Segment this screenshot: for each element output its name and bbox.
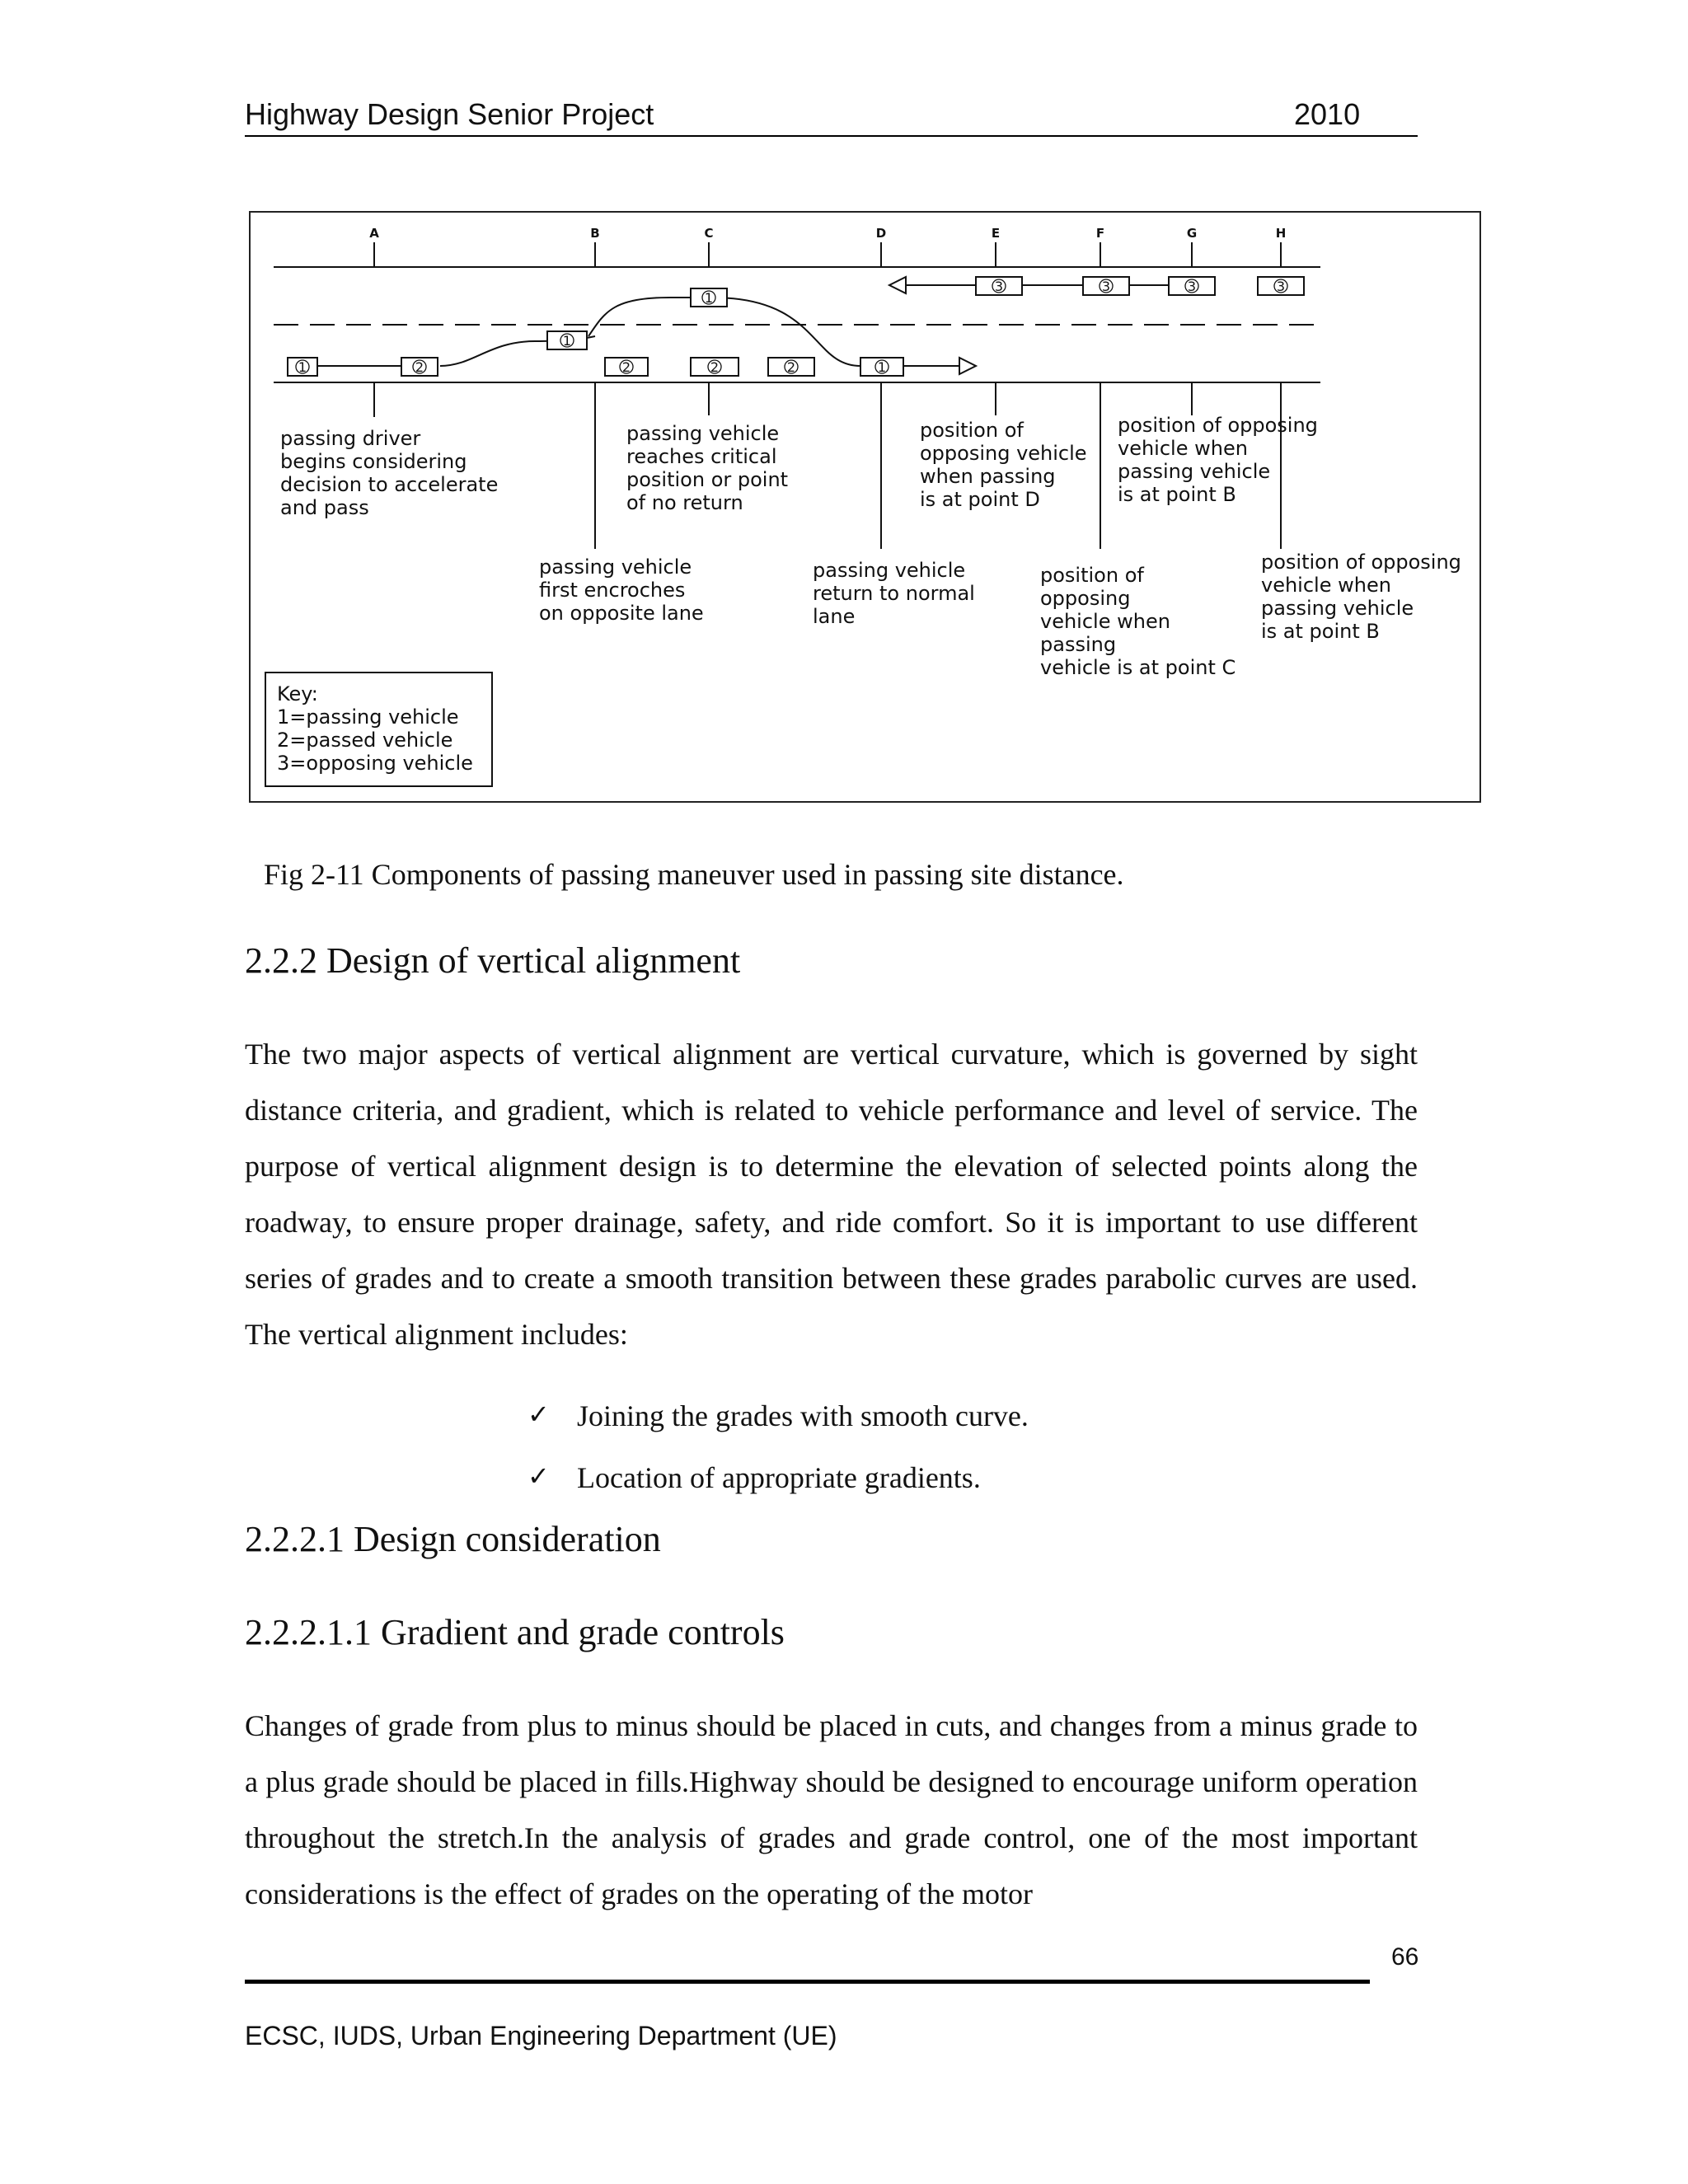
vehicle-2-d xyxy=(768,358,814,376)
point-label-a: A xyxy=(369,226,379,241)
vehicle-number: 2 xyxy=(786,359,796,375)
vehicle-1-return xyxy=(860,358,903,376)
passing-maneuver-figure xyxy=(249,211,1481,803)
vehicle-number: 1 xyxy=(562,333,572,349)
vehicle-number: 3 xyxy=(1187,279,1197,294)
note-f-line: position of xyxy=(1040,564,1144,587)
vehicle-3-e xyxy=(976,277,1022,295)
note-d-line: return to normal xyxy=(813,582,975,605)
vehicle-number: 2 xyxy=(415,359,424,375)
running-header-year: 2010 xyxy=(1294,97,1361,131)
note-d xyxy=(813,559,981,628)
point-label-d: D xyxy=(875,226,887,241)
note-d-line: lane xyxy=(813,605,856,628)
note-f-line: vehicle is at point C xyxy=(1040,656,1236,679)
vehicle-number: 2 xyxy=(621,359,631,375)
note-a-line: decision to accelerate xyxy=(280,473,499,496)
note-h-line: vehicle when xyxy=(1261,574,1391,597)
note-h-line: is at point B xyxy=(1261,620,1380,643)
vehicle-2-c xyxy=(691,358,738,376)
vehicle-number: 3 xyxy=(1276,279,1286,294)
note-h-line: position of opposing xyxy=(1261,551,1461,574)
section-heading-2-2-2-1: 2.2.2.1 Design consideration xyxy=(245,1519,661,1559)
running-header-title: Highway Design Senior Project xyxy=(245,97,654,131)
passing-path-curve-2 xyxy=(588,298,860,366)
vehicle-1-start xyxy=(288,358,317,376)
point-label-c: C xyxy=(704,226,714,241)
footer-rule xyxy=(245,1980,1370,1984)
vehicle-number: 1 xyxy=(298,359,307,375)
note-d-line: passing vehicle xyxy=(813,559,966,582)
paragraph-vertical-alignment: The two major aspects of vertical alignment are vertical curvature, which is governed by sight distance criteria, and gradient, which is related to vehicle performance and level of service. The purpose of vertical alignment design is to determine the elevation of selected points along the roadway, to ensure proper drainage, safety, and ride comfort. So it is important to use different series of grades and to create a smooth transition between these grades parabolic curves are used. The vertical alignment includes: xyxy=(245,1038,1418,1351)
note-g-line: is at point B xyxy=(1118,483,1236,506)
note-f-line: opposing xyxy=(1040,587,1131,610)
note-g-line: passing vehicle xyxy=(1118,460,1271,483)
point-label-h: H xyxy=(1275,226,1287,241)
legend-entry: 1=passing vehicle xyxy=(277,705,459,729)
note-e-line: position of xyxy=(920,419,1024,442)
note-e-line: is at point D xyxy=(920,488,1040,511)
note-a-line: and pass xyxy=(280,496,369,519)
passing-maneuver-diagram xyxy=(251,213,1483,804)
list-item-text: Joining the grades with smooth curve. xyxy=(577,1399,1029,1432)
vehicle-1-critical xyxy=(691,288,727,307)
note-a-line: passing driver xyxy=(280,427,421,450)
note-b-line: passing vehicle xyxy=(539,555,692,579)
list-item xyxy=(528,1399,1029,1460)
legend-entry: 2=passed vehicle xyxy=(277,729,453,752)
vehicle-number: 1 xyxy=(704,290,714,306)
vehicle-1-encroach xyxy=(547,331,587,349)
backward-arrow-head xyxy=(889,277,906,293)
note-c-line: reaches critical xyxy=(626,445,777,468)
note-c-line: passing vehicle xyxy=(626,422,780,445)
note-h-line: passing vehicle xyxy=(1261,597,1414,620)
checkmark-icon: ✓ xyxy=(528,1460,550,1492)
note-b-line: on opposite lane xyxy=(539,602,704,625)
paragraph-gradient-controls: Changes of grade from plus to minus should be placed in cuts, and changes from a minus grade to a plus grade should be placed in fills.Highway should be designed to encourage uniform operation throughout the stretch.In the analysis of grades and grade control, one of the most important considerations is the effect of grades on the operating of the motor xyxy=(245,1709,1418,1910)
bullet-list xyxy=(528,1399,1029,1522)
list-item-text: Location of appropriate gradients. xyxy=(577,1461,981,1494)
vehicle-number: 1 xyxy=(877,359,887,375)
note-e-line: opposing vehicle xyxy=(920,442,1087,465)
vehicle-2-start xyxy=(401,358,438,376)
vehicle-number: 2 xyxy=(710,359,720,375)
section-heading-2-2-2-1-1: 2.2.2.1.1 Gradient and grade controls xyxy=(245,1612,785,1652)
note-a-line: begins considering xyxy=(280,450,467,473)
note-f-line: vehicle when xyxy=(1040,610,1170,633)
note-g-line: vehicle when xyxy=(1118,437,1248,460)
vehicle-2-b xyxy=(605,358,648,376)
note-c xyxy=(626,422,795,514)
note-f-line: passing xyxy=(1040,633,1117,656)
point-label-f: F xyxy=(1095,226,1105,241)
note-c-line: position or point xyxy=(626,468,789,491)
note-b-line: first encroches xyxy=(539,579,686,602)
note-g xyxy=(1118,414,1325,506)
point-label-b: B xyxy=(590,226,600,241)
page-footer: ECSC, IUDS, Urban Engineering Department (UE) xyxy=(245,2021,837,2050)
list-item xyxy=(528,1460,1029,1522)
vehicle-3-h xyxy=(1258,277,1304,295)
checkmark-icon: ✓ xyxy=(528,1399,550,1430)
note-f xyxy=(1040,564,1236,679)
note-g-line: position of opposing xyxy=(1118,414,1318,437)
note-a xyxy=(280,427,504,519)
figure-caption: Fig 2-11 Components of passing maneuver used in passing site distance. xyxy=(264,858,1124,891)
note-e xyxy=(920,419,1093,511)
point-label-e: E xyxy=(991,226,1001,241)
note-e-line: when passing xyxy=(920,465,1056,488)
legend-entry: 3=opposing vehicle xyxy=(277,752,473,775)
note-b xyxy=(539,555,704,625)
note-h xyxy=(1261,551,1468,643)
point-label-g: G xyxy=(1186,226,1198,241)
forward-arrow-head xyxy=(959,358,976,374)
vehicle-number: 3 xyxy=(1101,279,1111,294)
note-c-line: of no return xyxy=(626,491,743,514)
section-heading-2-2-2: 2.2.2 Design of vertical alignment xyxy=(245,940,741,981)
vehicle-number: 3 xyxy=(994,279,1004,294)
vehicle-3-f xyxy=(1083,277,1129,295)
legend-title: Key: xyxy=(277,682,318,705)
vehicle-3-g xyxy=(1169,277,1215,295)
header-rule xyxy=(245,135,1418,137)
page-number: 66 xyxy=(1391,1943,1419,1971)
